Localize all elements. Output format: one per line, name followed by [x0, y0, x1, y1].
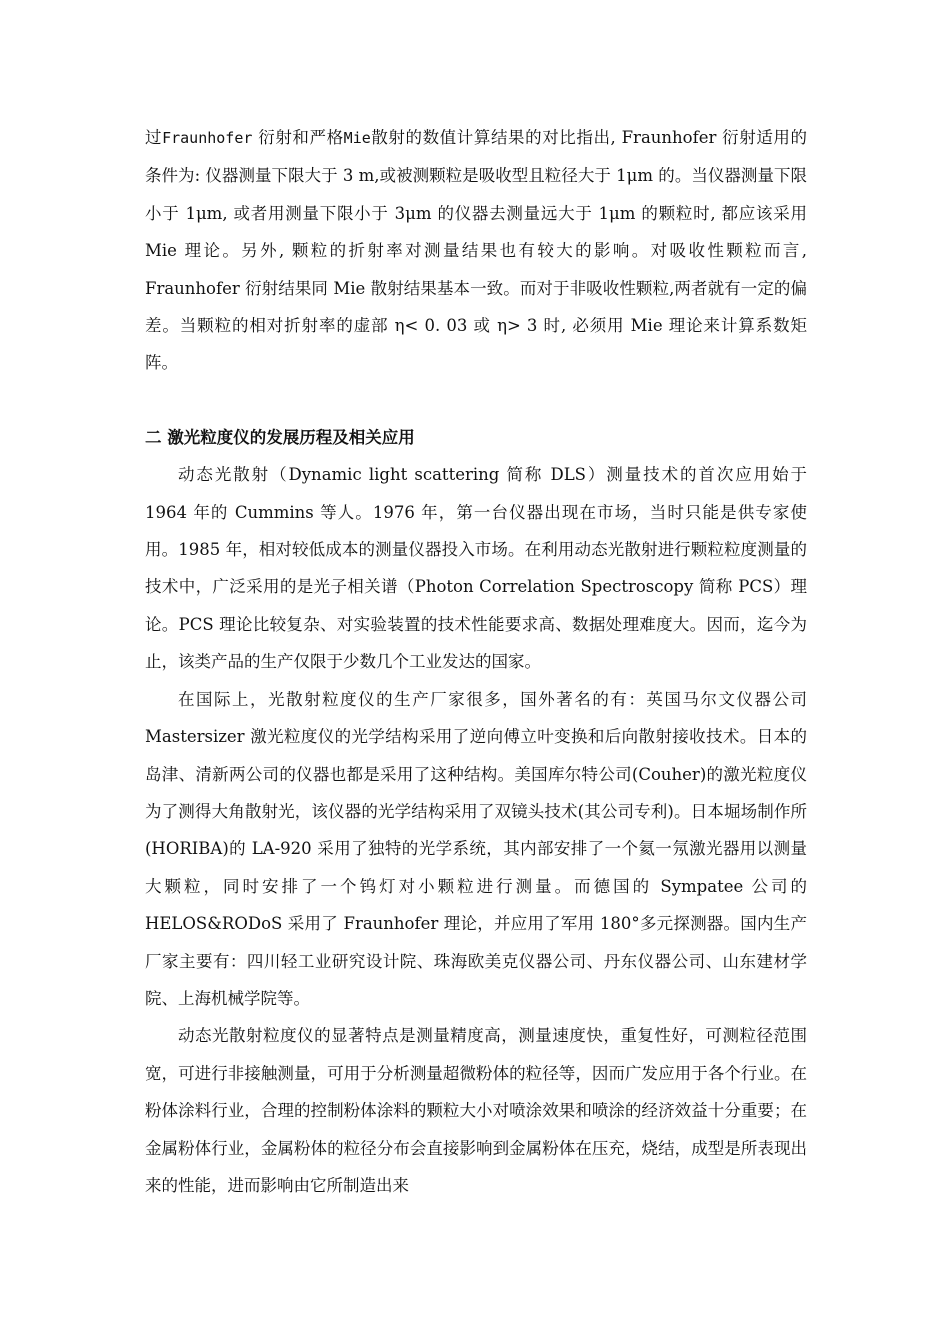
paragraph-gap	[145, 382, 807, 419]
term-mie: Mie	[343, 129, 371, 147]
paragraph-manufacturers: 在国际上，光散射粒度仪的生产厂家很多，国外著名的有：英国马尔文仪器公司 Mastersizer 激光粒度仪的光学结构采用了逆向傅立叶变换和后向散射接收技术。日本的岛津、清新两公司的仪器也都是采用了这种结构。美国库尔特公司(Couher)的激光粒度仪为了测得大角散射光，该仪器的光学结构采用了双镜头技术(其公司专利)。日本堀场制作所(HORIBA)的 LA-920 采用了独特的光学系统，其内部安排了一个氦一氖激光器用以测量大颗粒，同时安排了一个钨灯对小颗粒进行测量。而德国的 Sympatee 公司的 HELOS&RODoS 采用了 Fraunhofer 理论，并应用了军用 180°多元探测器。国内生产厂家主要有：四川轻工业研究设计院、珠海欧美克仪器公司、丹东仪器公司、山东建材学院、上海机械学院等。	[145, 689, 807, 1008]
section-heading: 二 激光粒度仪的发展历程及相关应用	[145, 427, 415, 447]
paragraph-lead: 过	[145, 128, 163, 147]
paragraph-fraunhofer-mie	[145, 119, 807, 382]
paragraph-applications: 动态光散射粒度仪的显著特点是测量精度高，测量速度快，重复性好，可测粒径范围宽，可进行非接触测量，可用于分析测量超微粉体的粒径等，因而广发应用于各个行业。在粉体涂料行业，合理的控制粉体涂料的颗粒大小对喷涂效果和喷涂的经济效益十分重要；在金属粉体行业，金属粉体的粒径分布会直接影响到金属粉体在压充，烧结，成型是所表现出来的性能，进而影响由它所制造出来	[145, 1026, 807, 1195]
document-body	[145, 119, 807, 1204]
paragraph-mid: 衍射和严格	[252, 128, 344, 147]
paragraph-dls-history: 动态光散射（Dynamic light scattering 简称 DLS）测量技术的首次应用始于 1964 年的 Cummins 等人。1976 年，第一台仪器出现在市场，当时只能是供专家使用。1985 年，相对较低成本的测量仪器投入市场。在利用动态光散射进行颗粒粒度测量的技术中，广泛采用的是光子相关谱（Photon Correlation Spectroscopy 简称 PCS）理论。PCS 理论比较复杂、对实验装置的技术性能要求高、数据处理难度大。因而，迄今为止，该类产品的生产仅限于少数几个工业发达的国家。	[145, 465, 807, 672]
term-fraunhofer: Fraunhofer	[162, 129, 253, 147]
paragraph-rest: 散射的数值计算结果的对比指出, Fraunhofer 衍射适用的条件为: 仪器测量下限大于 3 m,或被测颗粒是吸收型且粒径大于 1μm 的。当仪器测量下限小于 1μm, 或者用测量下限小于 3μm 的仪器去测量远大于 1μm 的颗粒时, 都应该采用 Mie 理论。另外, 颗粒的折射率对测量结果也有较大的影响。对吸收性颗粒而言, Fraunhofer 衍射结果同 Mie 散射结果基本一致。而对于非吸收性颗粒,两者就有一定的偏差。当颗粒的相对折射率的虚部 η< 0. 03 或 η> 3 时, 必须用 Mie 理论来计算系数矩阵。	[145, 128, 808, 373]
